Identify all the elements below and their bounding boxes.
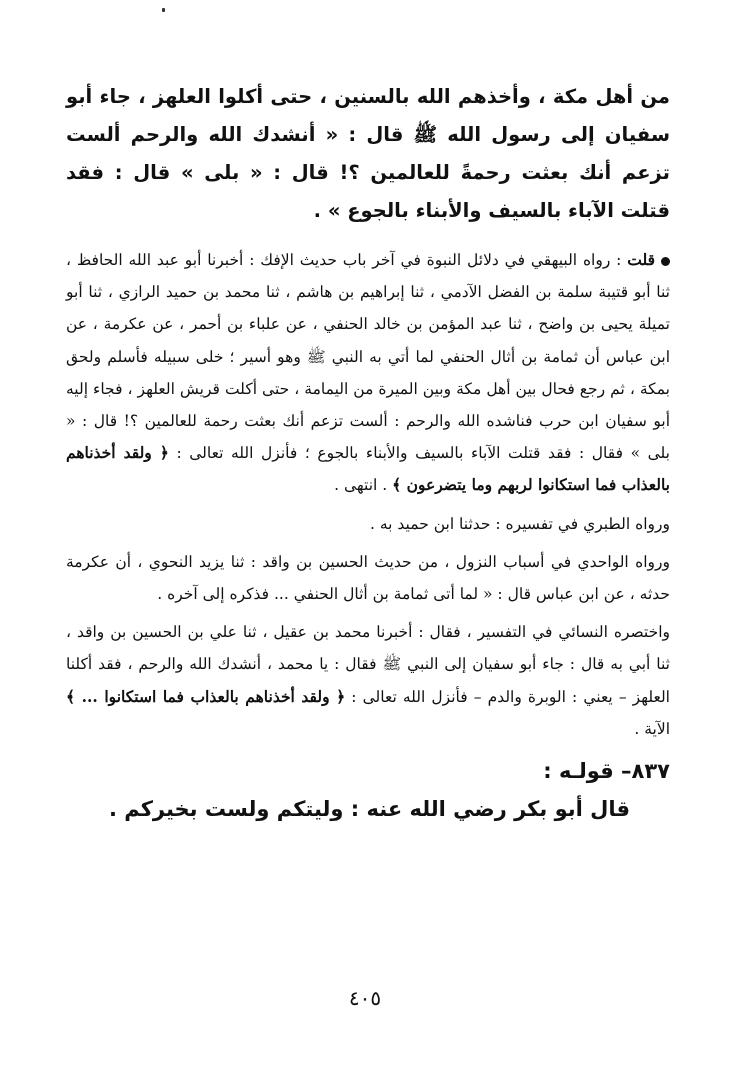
quran-verse: ﴿ ولقد أخذناهم بالعذاب فما استكانوا لربهم وما يتضرعون ﴾ (66, 443, 670, 495)
paragraph-text: : رواه البيهقي في دلائل النبوة في آخر باب حديث الإفك : أخبرنا أبو عبد الله الحافظ ، ثنا أبو قتيبة سلمة بن الفضل الآدمي ، ثنا إبراهيم بن هاشم ، ثنا محمد بن حميد الرازي ، ثنا أبو تميلة يحيى بن واضح ، ثنا عبد المؤمن بن خالد الحنفي ، عن علباء بن أحمر ، عن عكرمة ، عن ابن عباس أن ثمامة بن أثال الحنفي لما أتي به النبي ﷺ وهو أسير ؛ خلى سبيله فأسلم ولحق بمكة ، ثم رجع فحال بين أهل مكة وبين الميرة من اليمامة ، حتى أكلت قريش العلهز ، فجاء إليه أبو سفيان ابن حرب فناشده الله والرحم : ألست تزعم أنك بعثت رحمة للعالمين ؟! قال : « بلى » فقال : فقد قتلت الآباء بالسيف والأبناء بالجوع ؛ فأنزل الله تعالى : (66, 251, 670, 463)
intro-paragraph: من أهل مكة ، وأخذهم الله بالسنين ، حتى أكلوا العلهز ، جاء أبو سفيان إلى رسول الله ﷺ قال : « أنشدك الله والرحم ألست تزعم أنك بعثت رحمةً للعالمين ؟! قال : « بلى » قال : فقد قتلت الآباء بالسيف والأبناء بالجوع » . (66, 85, 670, 222)
paragraph-tail: . انتهى . (334, 476, 393, 495)
top-mark (162, 8, 165, 12)
bullet-icon (661, 257, 670, 266)
paragraph-wahidi (66, 546, 670, 610)
paragraph-text: واختصره النسائي في التفسير ، فقال : أخبرنا محمد بن عقيل ، ثنا علي بن الحسين بن واقد ، ثنا أبي به قال : جاء أبو سفيان إلى النبي ﷺ فقال : يا محمد ، أنشدك الله والرحم ، فقد أكلنا العلهز – يعني : الوبرة والدم – فأنزل الله تعالى : (66, 623, 670, 706)
paragraph-text: ورواه الواحدي في أسباب النزول ، من حديث الحسين بن واقد : ثنا يزيد النحوي ، أن عكرمة حدثه ، عن ابن عباس قال : « لما أتى ثمامة بن أثال الحنفي ... فذكره إلى آخره . (66, 552, 670, 604)
paragraph-tabari (66, 508, 670, 540)
quran-verse: ﴿ ولقد أخذناهم بالعذاب فما استكانوا ... ﴾ (66, 686, 346, 706)
section-quote: قال أبو بكر رضي الله عنه : وليتكم ولست بخيركم . (108, 797, 630, 822)
paragraph-text: ورواه الطبري في تفسيره : حدثنا ابن حميد به . (370, 514, 670, 533)
page-content (66, 78, 670, 829)
page-number: ٤٠٥ (348, 986, 382, 1010)
paragraph-lead: قلت (627, 250, 655, 269)
paragraph-tail: الآية . (634, 719, 670, 738)
paragraph-qultu (66, 244, 670, 502)
section-heading: ٨٣٧– قولـه : (543, 759, 670, 784)
paragraph-nasai (66, 616, 670, 745)
